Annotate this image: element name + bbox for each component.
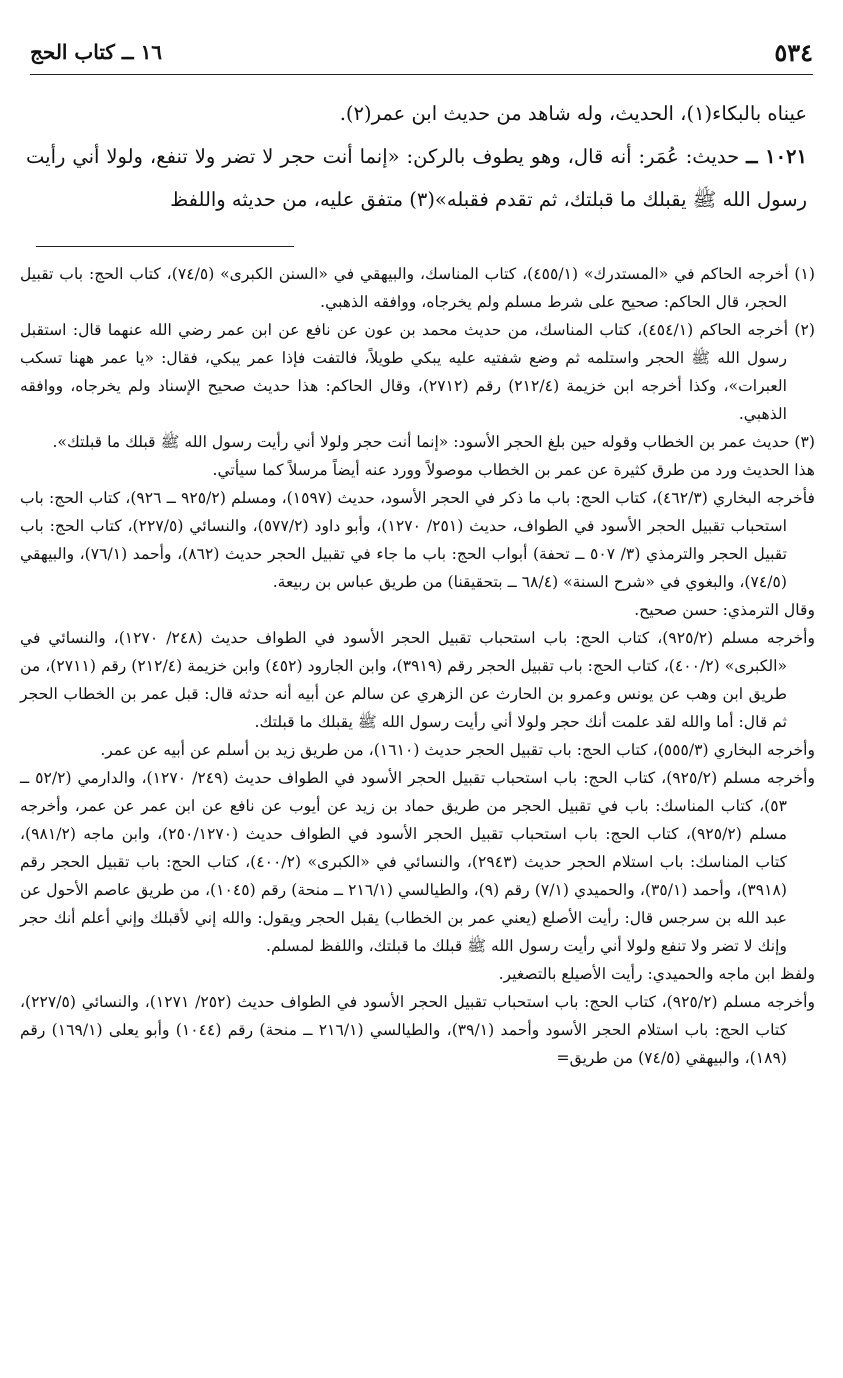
main-text xyxy=(26,92,807,221)
footnote-2: (٢) أخرجه الحاكم (٤٥٤/١)، كتاب المناسك، من حديث محمد بن عون عن نافع عن ابن عمر رضي الله عنهما قال: استقبل رسول الله ﷺ الحجر واستلمه ثم وضع شفتيه عليه يبكي طويلاً، فالتفت فإذا عمر يبكي، فقال: «يا عمر ههنا تسكب العبرات»، وكذا أخرجه ابن خزيمة (٢١٢/٤) رقم (٢٧١٢)، وقال الحاكم: هذا حديث صحيح الإسناد ولم يخرجاه، ووافقه الذهبي. xyxy=(20,321,815,423)
footnote-1: (١) أخرجه الحاكم في «المستدرك» (٤٥٥/١)، كتاب المناسك، والبيهقي في «السنن الكبرى» (٧٤/٥)، كتاب الحج: باب تقبيل الحجر، قال الحاكم: صحيح على شرط مسلم ولم يخرجاه، ووافقه الذهبي. xyxy=(20,265,815,311)
footnote-paragraph: وقال الترمذي: حسن صحيح. xyxy=(634,601,815,619)
footnote-paragraph: ولفظ ابن ماجه والحميدي: رأيت الأصيلع بالتصغير. xyxy=(498,965,815,983)
footnote-paragraph: وأخرجه مسلم (٩٢٥/٢)، كتاب الحج: باب استحباب تقبيل الحجر الأسود في الطواف حديث (٢٤٩/ ١٢٧٠)، والدارمي (٥٢/٢ ــ ٥٣)، كتاب المناسك: باب في تقبيل الحجر من طريق حماد بن زيد عن أيوب عن نافع عن ابن عمر عن عمر، وأخرجه مسلم (٩٢٥/٢)، كتاب الحج: باب استحباب تقبيل الحجر الأسود في الطواف حديث (٢٥٠/١٢٧٠)، وابن ماجه (٩٨١/٢)، كتاب المناسك: باب استلام الحجر حديث (٢٩٤٣)، والنسائي في «الكبرى» (٤٠٠/٢)، كتاب الحج: باب تقبيل الحجر رقم (٣٩١٨)، وأحمد (٣٥/١)، والحميدي (٧/١) رقم (٩)، والطيالسي (٢١٦/١ ــ منحة) رقم (١٠٤٥)، من طريق عاصم الأحول عن عبد الله بن سرجس قال: رأيت الأصلع (يعني عمر بن الخطاب) يقبل الحجر ويقول: والله إني لأقبلك وإني أعلم أنك حجر وإنك لا تضر ولا تنفع ولولا أني رأيت رسول الله ﷺ قبلك ما قبلتك، واللفظ لمسلم. xyxy=(20,769,815,955)
hadith-paragraph xyxy=(26,135,807,221)
footnote-paragraph: فأخرجه البخاري (٤٦٢/٣)، كتاب الحج: باب ما ذكر في الحجر الأسود، حديث (١٥٩٧)، ومسلم (٩٢٥/٢ ــ ٩٢٦)، كتاب الحج: باب استحباب تقبيل الحجر الأسود في الطواف، حديث (٢٥١/ ١٢٧٠)، وأبو داود (٥٧٧/٢)، والنسائي (٢٢٧/٥)، كتاب الحج: باب تقبيل الحجر والترمذي (٣/ ٥٠٧ ــ تحفة) أبواب الحج: باب ما جاء في تقبيل الحجر حديث (٨٦٢)، وأحمد (٧٦/١)، والبيهقي (٧٤/٥)، والبغوي في «شرح السنة» (٦٨/٤ ــ بتحقيقنا) من طريق عباس بن ربيعة. xyxy=(20,489,816,591)
page-number: ٥٣٤ xyxy=(774,38,813,67)
page-header xyxy=(30,38,813,70)
hadith-number: ١٠٢١ ــ xyxy=(746,145,807,168)
footnote-3: (٣) حديث عمر بن الخطاب وقوله حين بلغ الحجر الأسود: «إنما أنت حجر ولولا أني رأيت رسول الله ﷺ قبلك ما قبلتك». xyxy=(52,433,815,451)
footnote-paragraph: وأخرجه مسلم (٩٢٥/٢)، كتاب الحج: باب استحباب تقبيل الحجر الأسود في الطواف حديث (٢٥٢/ ١٢٧١)، والنسائي (٢٢٧/٥)، كتاب الحج: باب استلام الحجر الأسود وأحمد (٣٩/١)، والطيالسي (٢١٦/١ ــ منحة) رقم (١٠٤٤) وأبو يعلى (١٦٩/١) رقم (١٨٩)، والبيهقي (٧٤/٥) من طريق= xyxy=(20,993,815,1067)
main-line-1: عيناه بالبكاء(١)، الحديث، وله شاهد من حديث ابن عمر(٢). xyxy=(339,102,807,125)
footnote-paragraph: وأخرجه مسلم (٩٢٥/٢)، كتاب الحج: باب استحباب تقبيل الحجر الأسود في الطواف حديث (٢٤٨/ ١٢٧٠)، والنسائي في «الكبرى» (٤٠٠/٢)، كتاب الحج: باب تقبيل الحجر رقم (٣٩١٩)، وابن الجارود (٤٥٢) وابن خزيمة (٢١٢/٤) رقم (٢٧١١)، من طريق ابن وهب عن يونس وعمرو بن الحارث عن الزهري عن سالم عن أبيه أنه حدثه قال: قبل عمر بن الخطاب الحجر ثم قال: أما والله لقد علمت أنك حجر ولولا أني رأيت رسول الله ﷺ يقبلك ما قبلتك. xyxy=(20,629,815,731)
footnote-paragraph: هذا الحديث ورد من طرق كثيرة عن عمر بن الخطاب موصولاً وورد عنه أيضاً مرسلاً كما سيأتي. xyxy=(212,461,815,479)
running-head: ١٦ ــ كتاب الحج xyxy=(30,40,163,64)
footnotes xyxy=(20,260,815,1072)
footnote-separator xyxy=(36,246,294,247)
hadith-text: حديث: عُمَر: أنه قال، وهو يطوف بالركن: «إنما أنت حجر لا تضر ولا تنفع، ولولا أني رأيت رسول الله ﷺ يقبلك ما قبلتك، ثم تقدم فقبله»(٣) متفق عليه، من حديثه واللفظ xyxy=(26,145,807,211)
header-rule xyxy=(30,74,813,75)
footnote-paragraph: وأخرجه البخاري (٥٥٥/٣)، كتاب الحج: باب تقبيل الحجر حديث (١٦١٠)، من طريق زيد بن أسلم عن أبيه عن عمر. xyxy=(100,741,815,759)
